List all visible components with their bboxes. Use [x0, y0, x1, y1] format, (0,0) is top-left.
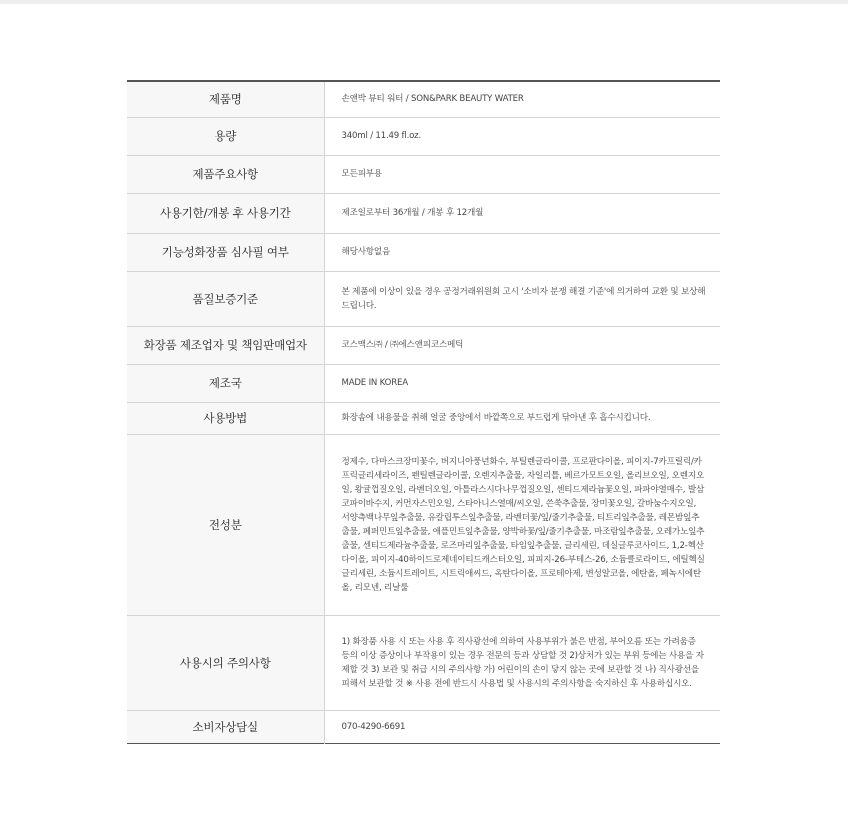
row-label-expiry: 사용기한/개봉 후 사용기간	[127, 193, 324, 233]
table-row	[127, 155, 720, 193]
row-label-main-features: 제품주요사항	[127, 155, 324, 193]
row-label-manufacturer: 화장품 제조업자 및 책임판매업자	[127, 326, 324, 364]
row-label-customer-service: 소비자상담실	[127, 710, 324, 743]
row-value-volume: 340ml / 11.49 fl.oz.	[324, 117, 720, 155]
row-label-product-name: 제품명	[127, 81, 324, 117]
row-value-quality-guarantee: 본 제품에 이상이 있을 경우 공정거래위원회 고시 '소비자 분쟁 해결 기준'에 의거하여 교환 및 보상해 드립니다.	[324, 271, 720, 326]
product-info-table	[127, 80, 720, 744]
row-label-precautions: 사용시의 주의사항	[127, 615, 324, 710]
row-value-customer-service: 070-4290-6691	[324, 710, 720, 743]
table-row	[127, 193, 720, 233]
table-row	[127, 271, 720, 326]
table-row	[127, 434, 720, 615]
row-label-quality-guarantee: 품질보증기준	[127, 271, 324, 326]
top-divider-strip	[0, 0, 848, 4]
row-value-functional-review: 해당사항없음	[324, 233, 720, 271]
row-value-precautions: 1) 화장품 사용 시 또는 사용 후 직사광선에 의하여 사용부위가 붉은 반점, 부어오름 또는 가려움증 등의 이상 증상이나 부작용이 있는 경우 전문의 등과 상담할 것 2)상처가 있는 부위 등에는 사용을 자제할 것 3) 보관 및 취급 시의 주의사항 가) 어린이의 손이 닿지 않는 곳에 보관할 것 나) 직사광선을 피해서 보관할 것 ※ 사용 전에 반드시 사용법 및 사용시의 주의사항을 숙지하신 후 사용하십시오.	[324, 615, 720, 710]
row-label-volume: 용량	[127, 117, 324, 155]
row-label-functional-review: 기능성화장품 심사필 여부	[127, 233, 324, 271]
table-row	[127, 615, 720, 710]
row-value-expiry: 제조일로부터 36개월 / 개봉 후 12개월	[324, 193, 720, 233]
table-row	[127, 402, 720, 434]
row-value-main-features: 모든피부용	[324, 155, 720, 193]
table-row	[127, 326, 720, 364]
table-row	[127, 117, 720, 155]
table-row	[127, 364, 720, 402]
row-value-usage: 화장솜에 내용물을 취해 얼굴 중앙에서 바깥쪽으로 부드럽게 닦아낸 후 흡수시킵니다.	[324, 402, 720, 434]
table-row	[127, 710, 720, 743]
row-label-usage: 사용방법	[127, 402, 324, 434]
row-value-product-name: 손앤박 뷰티 워터 / SON&PARK BEAUTY WATER	[341, 94, 524, 105]
row-label-country: 제조국	[127, 364, 324, 402]
table-row	[127, 233, 720, 271]
table-row	[127, 81, 720, 117]
row-value-country: MADE IN KOREA	[324, 364, 720, 402]
row-label-ingredients: 전성분	[127, 434, 324, 615]
row-value-manufacturer: 코스맥스㈜ / ㈜에스앤피코스메틱	[324, 326, 720, 364]
row-value-ingredients: 정제수, 다마스크장미꽃수, 버지니아풍년화수, 부틸렌글라이콜, 프로판다이올, 피이지-7카프릴릭/카프릭글리세라이즈, 펜틸렌글라이콜, 오렌지추출물, 자일리틀, 베르가모트오일, 올리브오일, 오렌지오일, 왕귤껍질오일, 라벤더오일, 아틀라스시다나무껍질오일, 센티드제라늄꽃오일, 파파야열매수, 발삼코파이바수지, 커먼자스민오일, 스타아니스열매/씨오일, 쓴쑥추출물, 장미꽃오일, 갈바눔수지오일, 서양측백나무잎추출물, 유칼립투스잎추출물, 라벤더꽃/잎/줄기추출물, 티트리잎추출물, 레몬밤잎추출물, 페퍼민트잎추출물, 애플민트잎추출물, 양박하꽃/잎/줄기추출물, 마조람잎추출물, 오레가노잎추출물, 센티드제라늄추출물, 로즈마리잎추출물, 타임잎추출물, 글리세린, 데실글루코사이드, 1,2-헥산다이올, 피이지-40하이드로제네이티드캐스터오일, 피피지-26-부테스-26, 소듐클로라이드, 에틸헥실글리세린, 소듐시트레이트, 시트릭애씨드, 옥탄다이올, 프로테아제, 변성알코올, 에탄올, 페녹시에탄올, 리모넨, 리날룰	[324, 434, 720, 615]
